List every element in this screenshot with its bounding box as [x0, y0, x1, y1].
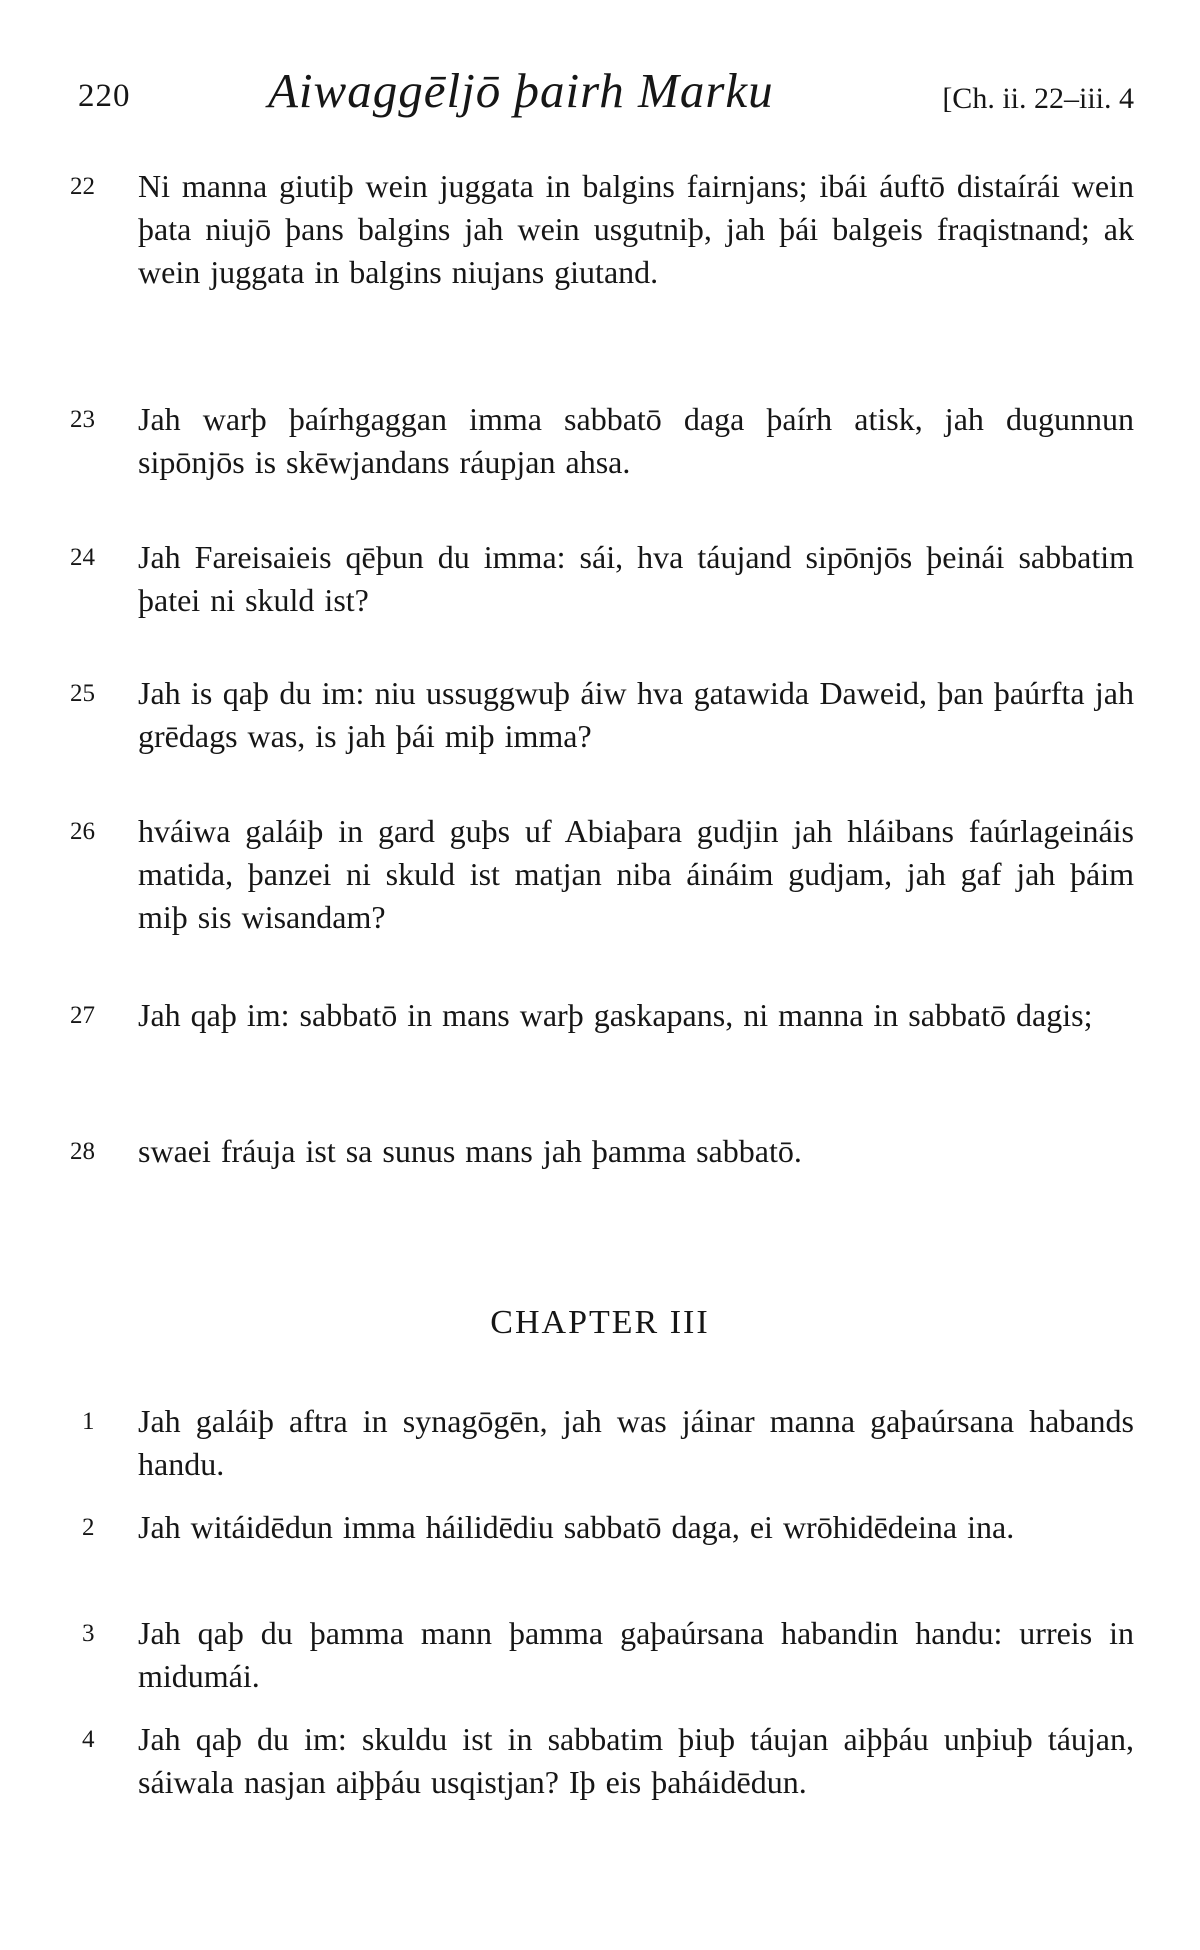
verse-number: 27 [70, 1002, 95, 1029]
chapter-verse-reference: [Ch. ii. 22–iii. 4 [942, 82, 1134, 115]
running-title: Aiwaggēljō þairh Marku [268, 63, 774, 118]
verse-number: 22 [70, 173, 95, 200]
page-header [78, 62, 1134, 132]
verse-text: Ni manna giutiþ wein juggata in balgins fairnjans; ibái áuftō distaírái wein þata niujō þans balgins jah wein usgutniþ, jah þái balgeis fraqistnand; ak wein juggata in balgins niujans giutand. [138, 168, 1134, 290]
verse-text: Jah witáidēdun imma háilidēdiu sabbatō daga, ei wrōhidēdeina ina. [138, 1509, 1015, 1545]
verse-number: 2 [82, 1514, 95, 1541]
verse-2-28 [70, 1130, 1134, 1173]
page-number: 220 [78, 78, 131, 114]
verse-number: 28 [70, 1138, 95, 1165]
verse-text: Jah is qaþ du im: niu ussuggwuþ áiw hva gatawida Daweid, þan þaúrfta jah grēdags was, is jah þái miþ imma? [138, 675, 1134, 754]
verse-text: Jah warþ þaírhgaggan imma sabbatō daga þaírh atisk, jah dugunnun sipōnjōs is skēwjandans ráupjan ahsa. [138, 401, 1134, 480]
verse-text: Jah qaþ du þamma mann þamma gaþaúrsana habandin handu: urreis in midumái. [138, 1615, 1134, 1694]
verse-number: 23 [70, 406, 95, 433]
verse-text: hváiwa galáiþ in gard guþs uf Abiaþara gudjin jah hláibans faúrlageináis matida, þanzei ni skuld ist matjan niba áináim gudjam, jah gaf jah þáim miþ sis wisandam? [138, 813, 1134, 935]
verse-text: Jah qaþ im: sabbatō in mans warþ gaskapans, ni manna in sabbatō dagis; [138, 997, 1093, 1033]
verse-text: Jah galáiþ aftra in synagōgēn, jah was jáinar manna gaþaúrsana habands handu. [138, 1403, 1134, 1482]
verse-3-3 [70, 1612, 1134, 1698]
verse-number: 26 [70, 818, 95, 845]
chapter-heading: CHAPTER III [490, 1304, 710, 1341]
verse-3-2 [70, 1506, 1134, 1549]
verse-number: 25 [70, 680, 95, 707]
verse-text: swaei fráuja ist sa sunus mans jah þamma sabbatō. [138, 1133, 802, 1169]
verse-2-23 [70, 398, 1134, 484]
verse-text: Jah qaþ du im: skuldu ist in sabbatim þiuþ táujan aiþþáu unþiuþ táujan, sáiwala nasjan aiþþáu usqistjan? Iþ eis þaháidēdun. [138, 1721, 1134, 1800]
verse-number: 1 [82, 1408, 95, 1435]
verse-2-26 [70, 810, 1134, 939]
verse-text: Jah Fareisaieis qēþun du imma: sái, hva táujand sipōnjōs þeinái sabbatim þatei ni skuld ist? [138, 539, 1134, 618]
verse-number: 24 [70, 544, 95, 571]
verse-2-27 [70, 994, 1134, 1037]
verse-2-25 [70, 672, 1134, 758]
verse-3-4 [70, 1718, 1134, 1804]
verse-2-24 [70, 536, 1134, 622]
verse-number: 4 [82, 1726, 95, 1753]
verse-2-22 [70, 165, 1134, 294]
verse-3-1 [70, 1400, 1134, 1486]
verse-number: 3 [82, 1620, 95, 1647]
